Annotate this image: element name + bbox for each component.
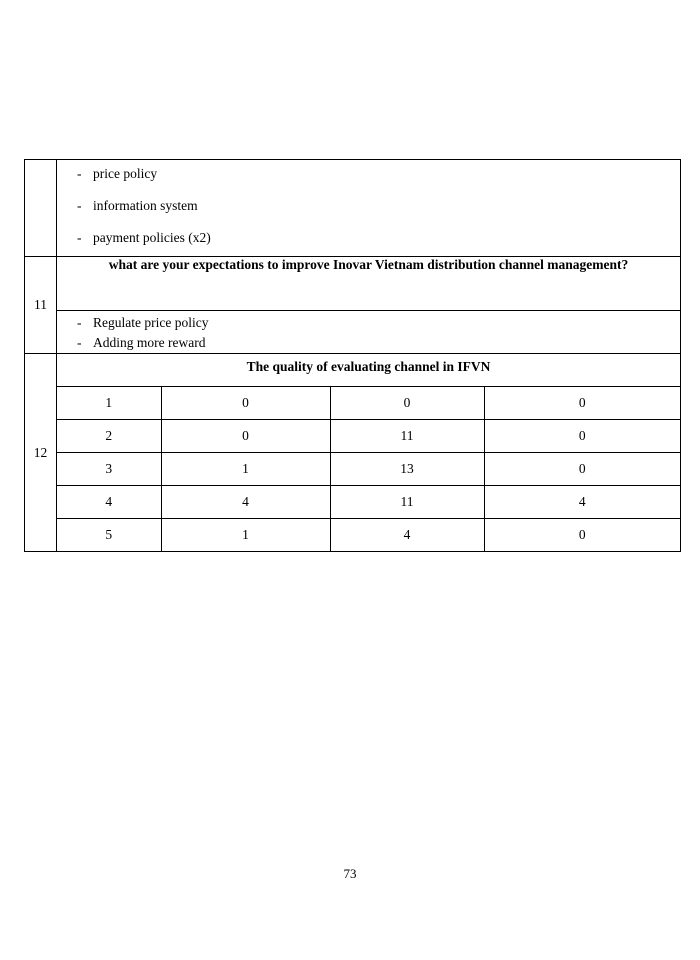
list-item-text: information system — [93, 198, 198, 213]
quality-table-title: The quality of evaluating channel in IFVN — [57, 354, 680, 387]
table-row — [57, 486, 680, 519]
bullet-list — [57, 160, 680, 256]
quality-table — [57, 387, 680, 551]
table-row — [57, 387, 680, 420]
table-cell: 0 — [484, 420, 680, 453]
table-cell: 0 — [484, 453, 680, 486]
table-cell: 1 — [161, 453, 330, 486]
table-cell: 0 — [330, 387, 484, 420]
row-11-answers — [25, 311, 681, 354]
table-cell: 4 — [57, 486, 161, 519]
page-number: 73 — [343, 866, 357, 881]
row-number-12: 12 — [25, 354, 57, 552]
table-cell: 4 — [161, 486, 330, 519]
row-number-empty — [25, 160, 57, 257]
row-number-11: 11 — [25, 257, 57, 354]
list-item-text: price policy — [93, 166, 158, 181]
table-cell: 2 — [57, 420, 161, 453]
table-cell: 1 — [57, 387, 161, 420]
list-item — [57, 333, 680, 353]
table-cell: 13 — [330, 453, 484, 486]
list-item — [57, 160, 680, 192]
row-11-question — [25, 257, 681, 311]
survey-table — [24, 159, 681, 552]
row-11-answer-cell — [57, 311, 681, 354]
question-text: what are your expectations to improve Inovar Vietnam distribution channel management? — [57, 257, 681, 311]
list-item-text: payment policies (x2) — [93, 230, 211, 245]
table-row — [57, 453, 680, 486]
table-cell: 0 — [161, 387, 330, 420]
table-cell: 4 — [484, 486, 680, 519]
list-item — [57, 313, 680, 333]
table-cell: 0 — [578, 527, 586, 542]
table-cell: 11 — [330, 486, 484, 519]
list-item — [57, 192, 680, 224]
row-12-content — [57, 354, 681, 552]
table-row — [57, 519, 680, 552]
table-cell: 11 — [330, 420, 484, 453]
row-10-content — [57, 160, 681, 257]
table-cell: 5 — [57, 519, 161, 552]
row-12 — [25, 354, 681, 552]
list-item — [57, 224, 680, 256]
table-cell: 1 — [161, 519, 330, 552]
table-cell: 0 — [484, 387, 680, 420]
table-row — [57, 420, 680, 453]
table-cell: 0 — [161, 420, 330, 453]
list-item-text: Adding more reward — [93, 335, 206, 350]
row-10 — [25, 160, 681, 257]
list-item-text: Regulate price policy — [93, 315, 209, 330]
table-cell: 4 — [330, 519, 484, 552]
bullet-list — [57, 311, 680, 353]
table-cell: 3 — [57, 453, 161, 486]
